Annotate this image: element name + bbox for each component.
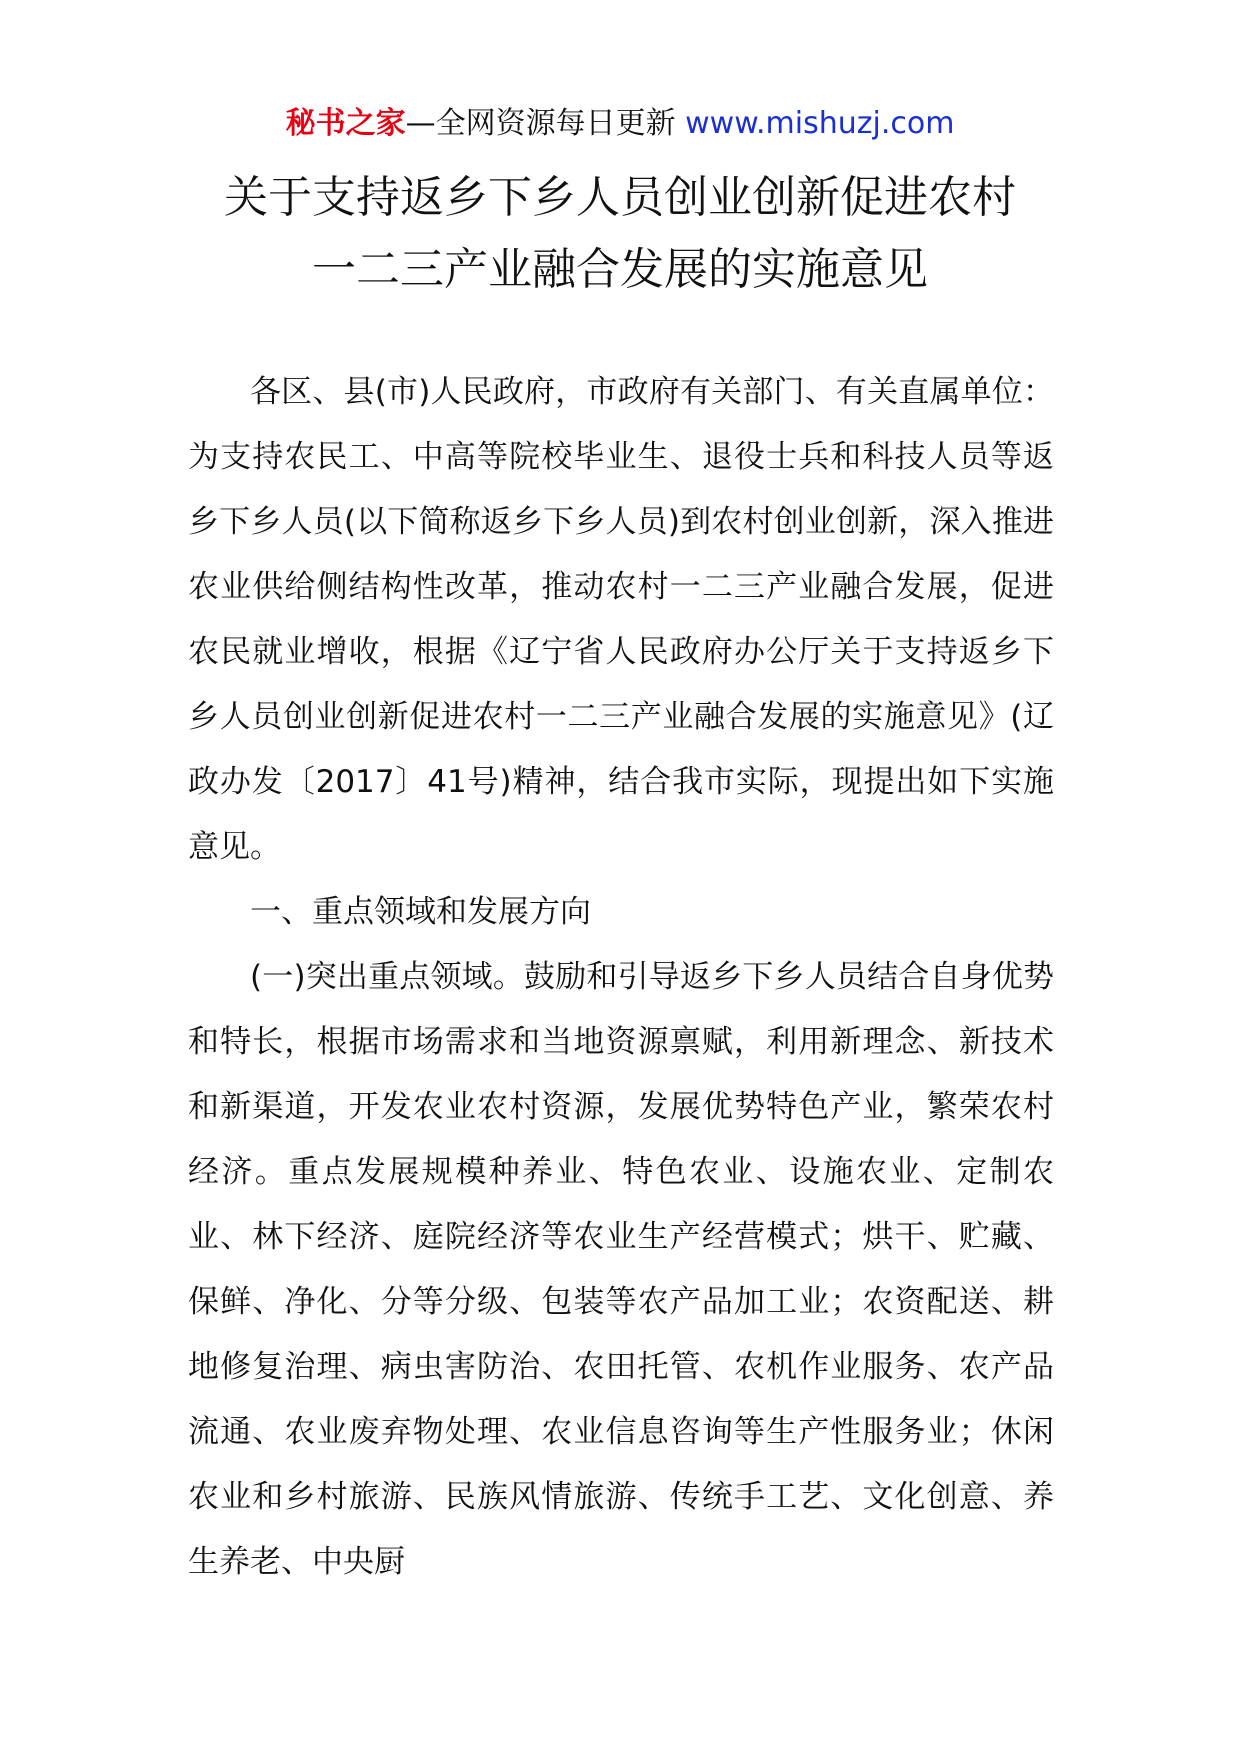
- title-line-2: 一二三产业融合发展的实施意见: [312, 244, 928, 295]
- header-tagline: —全网资源每日更新: [405, 106, 676, 141]
- document-body: [188, 360, 1054, 1595]
- section-heading: 一、重点领域和发展方向: [250, 894, 591, 930]
- salutation-paragraph: 各区、县(市)人民政府，市政府有关部门、有关直属单位：为支持农民工、中高等院校毕业生、退役士兵和科技人员等返乡下乡人员(以下简称返乡下乡人员)到农村创业创新，深入推进农业供给侧结构性改革，推动农村一二三产业融合发展，促进农民就业增收，根据《辽宁省人民政府办公厅关于支持返乡下乡人员创业创新促进农村一二三产业融合发展的实施意见》(辽政办发〔2017〕41号)精神，结合我市实际，现提出如下实施意见。: [188, 374, 1054, 865]
- title-line-1: 关于支持返乡下乡人员创业创新促进农村: [224, 172, 1016, 223]
- body-paragraph: (一)突出重点领域。鼓励和引导返乡下乡人员结合自身优势和特长，根据市场需求和当地资源禀赋，利用新理念、新技术和新渠道，开发农业农村资源，发展优势特色产业，繁荣农村经济。重点发展规模种养业、特色农业、设施农业、定制农业、林下经济、庭院经济等农业生产经营模式；烘干、贮藏、保鲜、净化、分等分级、包装等农产品加工业；农资配送、耕地修复治理、病虫害防治、农田托管、农机作业服务、农产品流通、农业废弃物处理、农业信息咨询等生产性服务业；休闲农业和乡村旅游、民族风情旅游、传统手工艺、文化创意、养生养老、中央厨: [188, 959, 1054, 1580]
- document-title: [0, 162, 1240, 306]
- header-banner: [0, 104, 1240, 144]
- brand-name: 秘书之家: [285, 106, 406, 141]
- website-url[interactable]: www.mishuzj.com: [685, 106, 955, 141]
